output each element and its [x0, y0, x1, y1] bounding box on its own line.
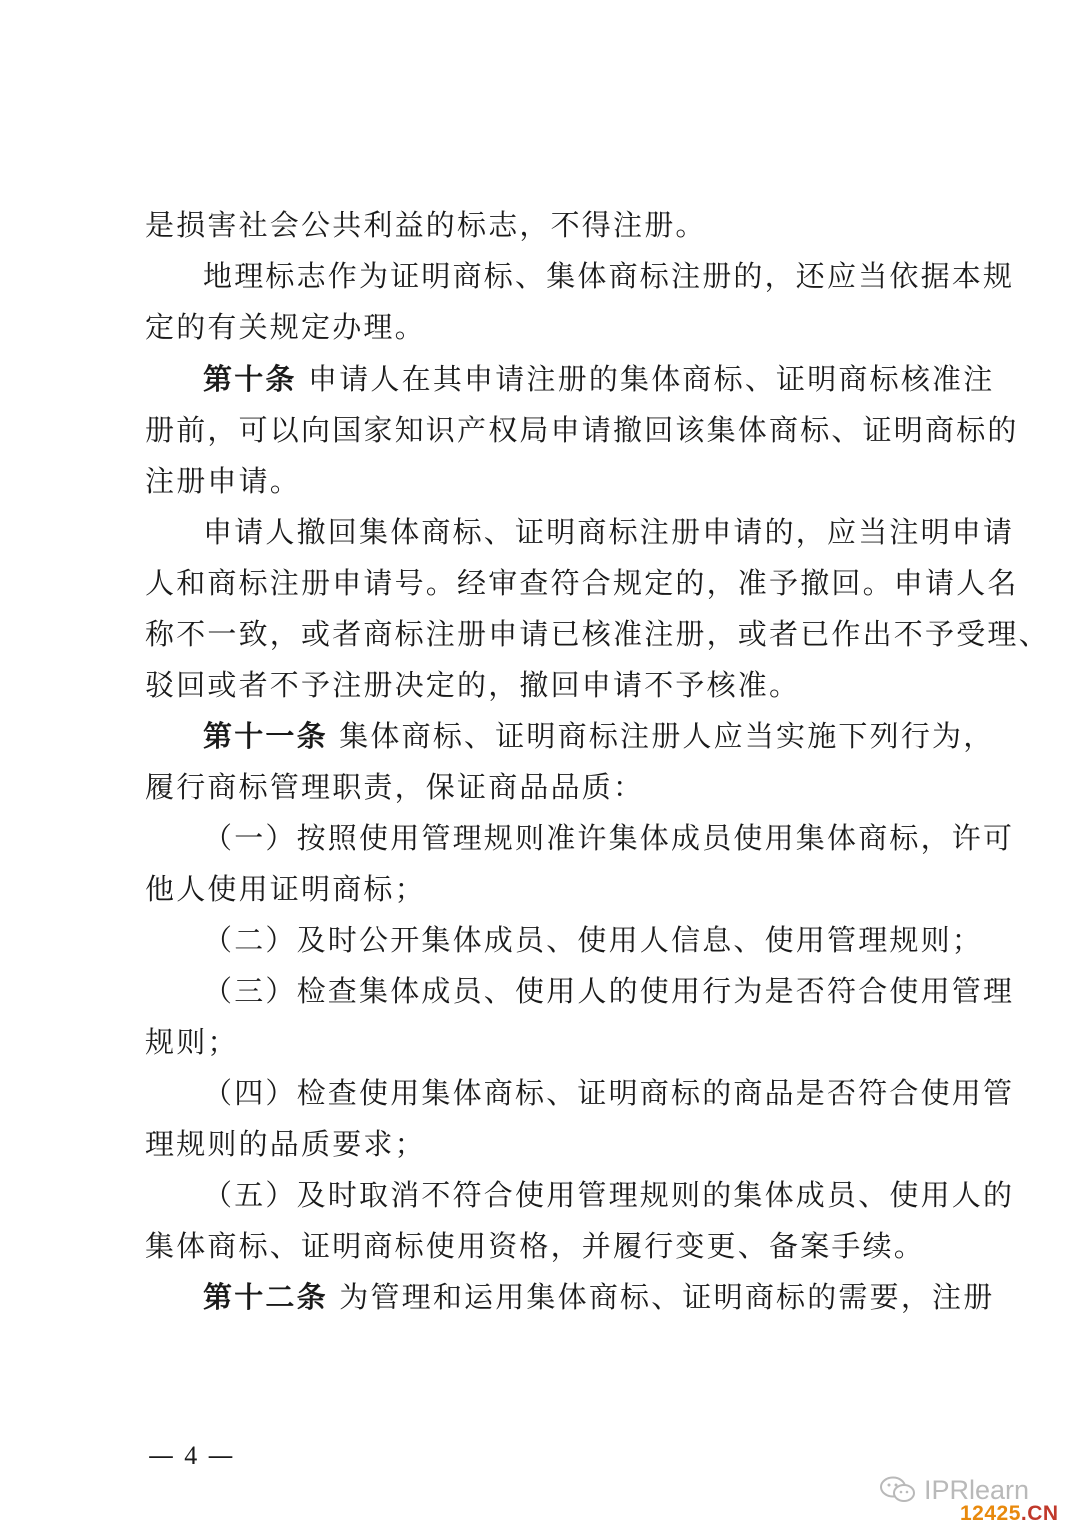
text-line: 规则； [145, 1025, 239, 1059]
site-stamp: 12425.CN [960, 1502, 1059, 1525]
text-line: （二）及时公开集体成员、使用人信息、使用管理规则； [203, 923, 984, 957]
text-line: 集体商标、证明商标使用资格，并履行变更、备案手续。 [145, 1229, 926, 1263]
article-heading: 第十一条 [203, 719, 328, 753]
wechat-icon [878, 1475, 918, 1505]
text-line: （一）按照使用管理规则准许集体成员使用集体商标，许可 [203, 821, 1015, 855]
text-line: 第十一条 集体商标、证明商标注册人应当实施下列行为， [203, 719, 995, 753]
text-line: 他人使用证明商标； [145, 872, 426, 906]
watermark-text: IPRlearn [924, 1474, 1030, 1505]
text-line: 注册申请。 [145, 464, 302, 498]
text-line: 册前，可以向国家知识产权局申请撤回该集体商标、证明商标的 [145, 413, 1019, 447]
article-heading: 第十二条 [203, 1280, 328, 1314]
text-line: 履行商标管理职责，保证商品品质： [145, 770, 645, 804]
article-heading: 第十条 [203, 362, 297, 396]
text-line: 申请人撤回集体商标、证明商标注册申请的，应当注明申请 [203, 515, 1015, 549]
text-line: 地理标志作为证明商标、集体商标注册的，还应当依据本规 [203, 259, 1015, 293]
text-line: （四）检查使用集体商标、证明商标的商品是否符合使用管 [203, 1076, 1015, 1110]
text-line: （三）检查集体成员、使用人的使用行为是否符合使用管理 [203, 974, 1015, 1008]
text-line: （五）及时取消不符合使用管理规则的集体成员、使用人的 [203, 1178, 1015, 1212]
text-line: 称不一致，或者商标注册申请已核准注册，或者已作出不予受理、 [145, 617, 1050, 651]
text-line: 第十二条 为管理和运用集体商标、证明商标的需要，注册 [203, 1280, 995, 1314]
text-line: 理规则的品质要求； [145, 1127, 426, 1161]
text-line: 定的有关规定办理。 [145, 310, 426, 344]
text-line: 驳回或者不予注册决定的，撤回申请不予核准。 [145, 668, 801, 702]
text-line: 第十条 申请人在其申请注册的集体商标、证明商标核准注 [203, 362, 995, 396]
text-line: 人和商标注册申请号。经审查符合规定的，准予撤回。申请人名 [145, 566, 1019, 600]
text-line: 是损害社会公共利益的标志，不得注册。 [145, 208, 707, 242]
page-number: — 4 — [148, 1441, 235, 1471]
